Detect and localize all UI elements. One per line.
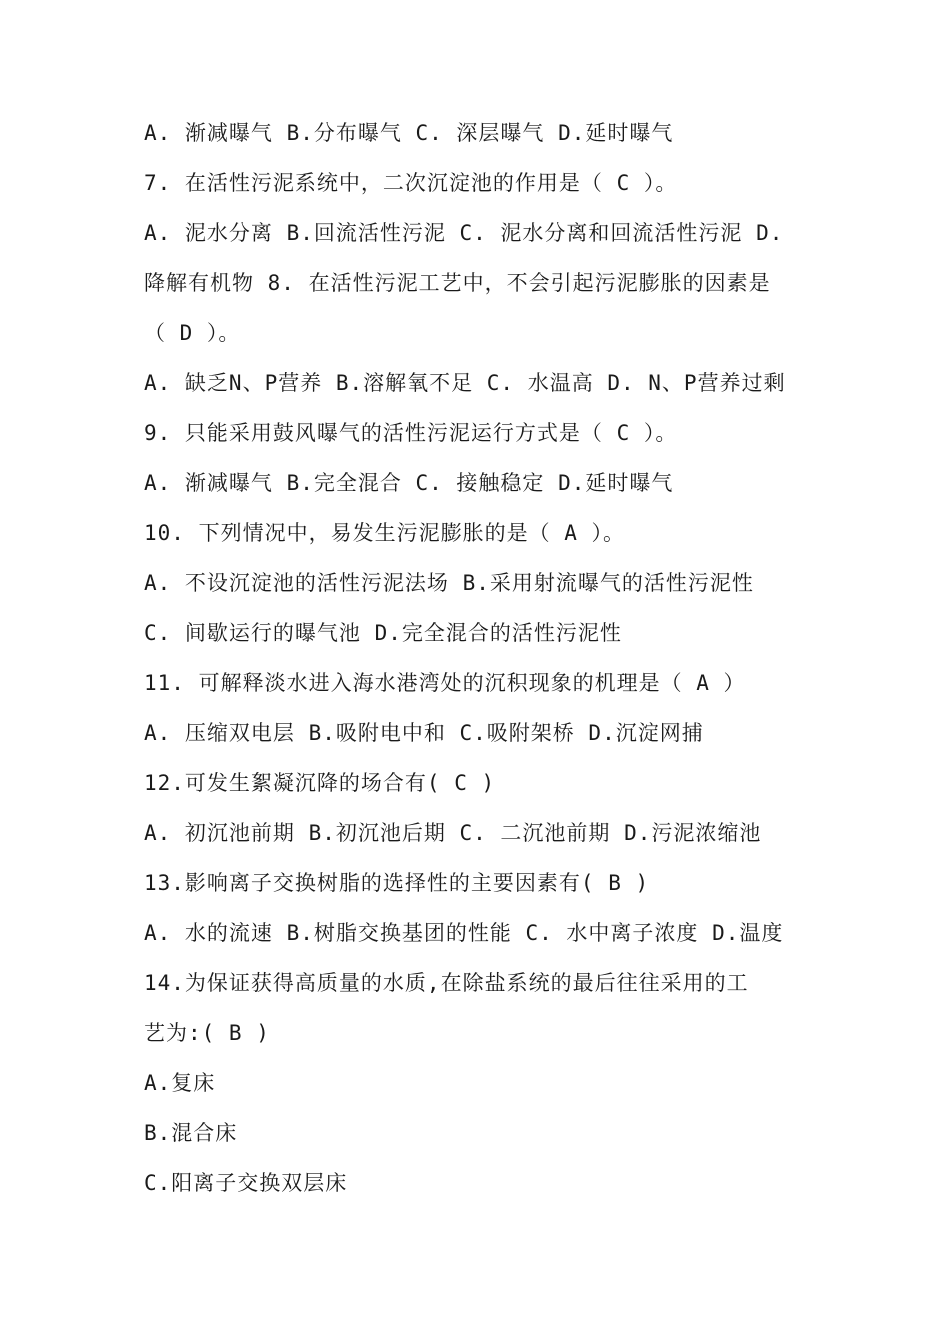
text-line: 降解有机物 8. 在活性污泥工艺中，不会引起污泥膨胀的因素是 (144, 271, 771, 295)
text-line: C. 间歇运行的曝气池 D.完全混合的活性污泥性 (144, 621, 622, 645)
text-line: A. 渐减曝气 B.分布曝气 C. 深层曝气 D.延时曝气 (144, 121, 674, 145)
text-line: 11. 可解释淡水进入海水港湾处的沉积现象的机理是（ A ） (144, 671, 746, 695)
text-line: 13.影响离子交换树脂的选择性的主要因素有( B ) (144, 871, 650, 895)
text-line: C.阳离子交换双层床 (144, 1171, 348, 1195)
text-line: A. 缺乏N、P营养 B.溶解氧不足 C. 水温高 D. N、P营养过剩 (144, 371, 786, 395)
text-line: A. 初沉池前期 B.初沉池后期 C. 二沉池前期 D.污泥浓缩池 (144, 821, 762, 845)
text-line: A. 压缩双电层 B.吸附电中和 C.吸附架桥 D.沉淀网捕 (144, 721, 704, 745)
text-line: 10. 下列情况中，易发生污泥膨胀的是（ A ）。 (144, 521, 625, 545)
text-line: A. 水的流速 B.树脂交换基团的性能 C. 水中离子浓度 D.温度 (144, 921, 784, 945)
text-line: （ D ）。 (144, 321, 241, 345)
text-line: A. 泥水分离 B.回流活性污泥 C. 泥水分离和回流活性污泥 D. (144, 221, 784, 245)
text-line: 9. 只能采用鼓风曝气的活性污泥运行方式是（ C ）。 (144, 421, 678, 445)
text-line: A. 不设沉淀池的活性污泥法场 B.采用射流曝气的活性污泥性 (144, 571, 754, 595)
text-line: 7. 在活性污泥系统中，二次沉淀池的作用是（ C ）。 (144, 171, 678, 195)
text-line: A.复床 (144, 1071, 216, 1095)
text-line: 14.为保证获得高质量的水质,在除盐系统的最后往往采用的工 (144, 971, 749, 995)
text-line: A. 渐减曝气 B.完全混合 C. 接触稳定 D.延时曝气 (144, 471, 674, 495)
text-line: B.混合床 (144, 1121, 238, 1145)
text-line: 艺为:( B ) (144, 1021, 270, 1045)
text-line: 12.可发生絮凝沉降的场合有( C ) (144, 771, 496, 795)
